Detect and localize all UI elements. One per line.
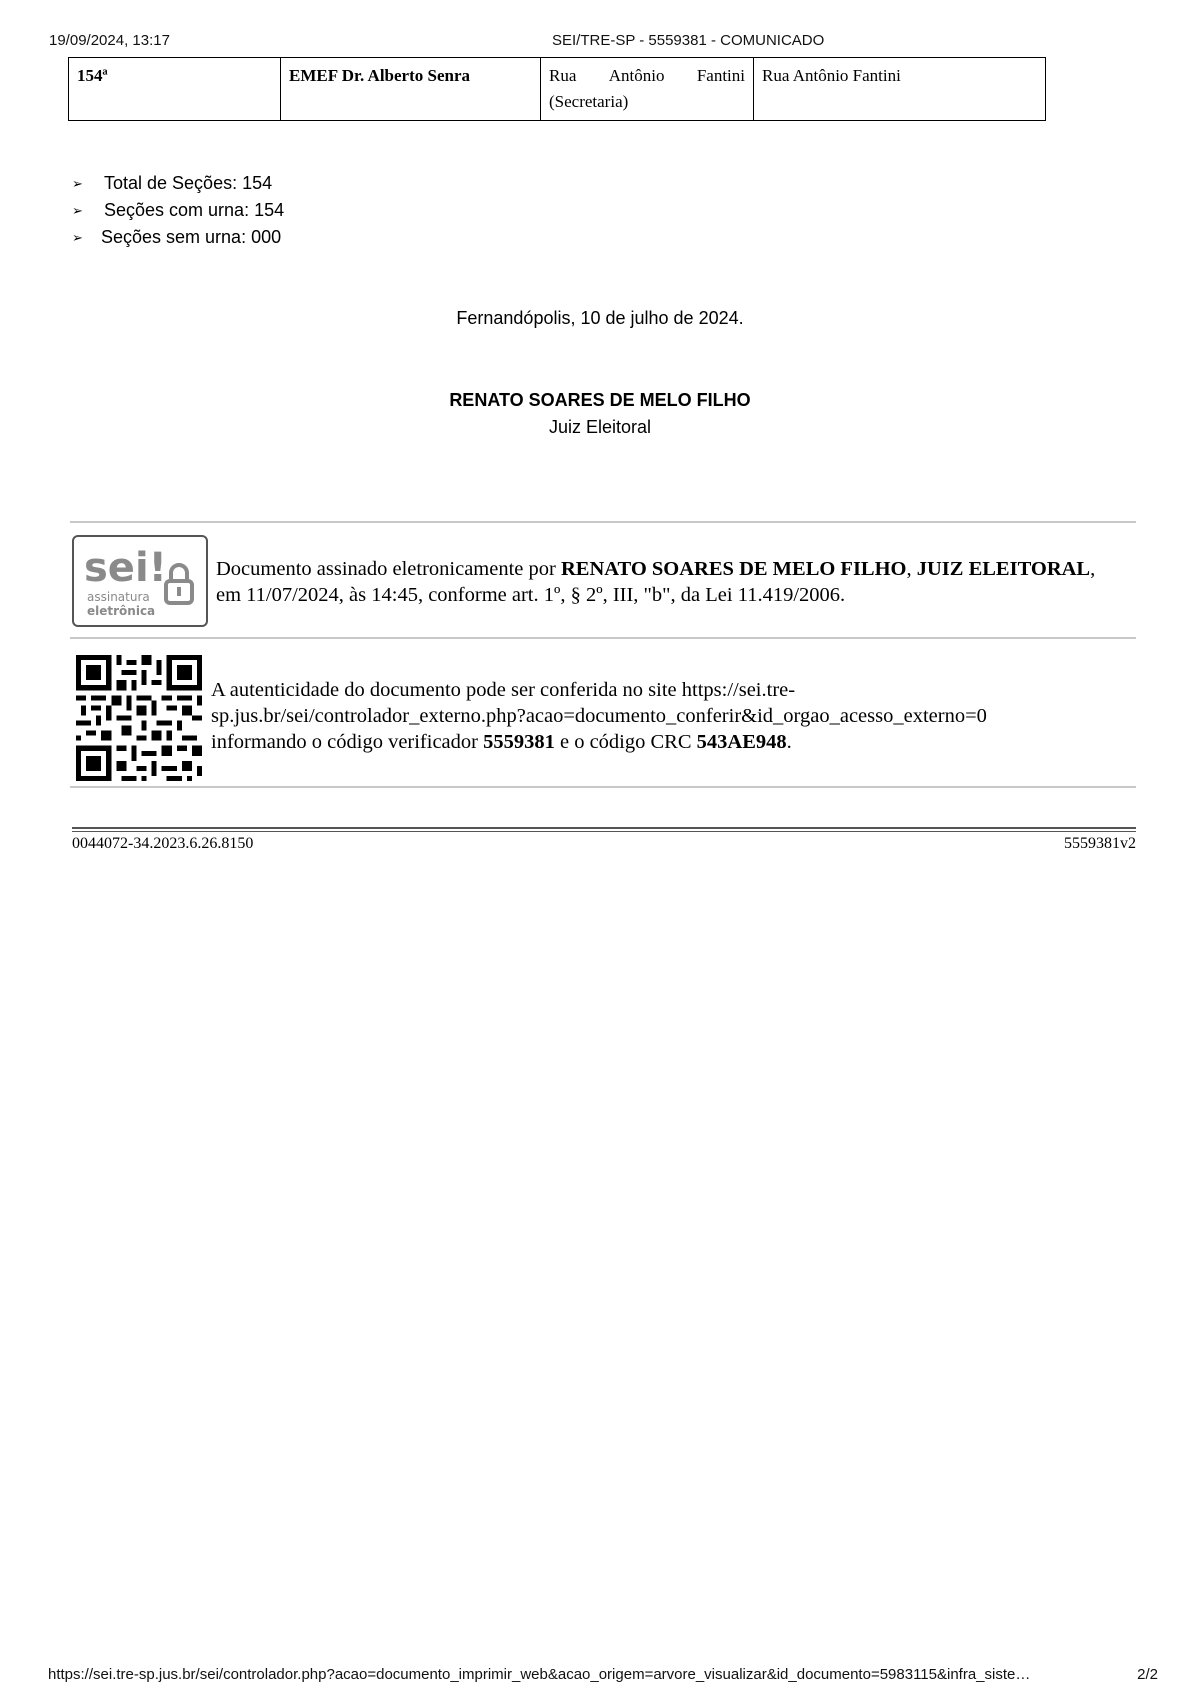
authenticity-statement xyxy=(211,677,1111,755)
print-footer-url: https://sei.tre-sp.jus.br/sei/controlador.php?acao=documento_imprimir_web&acao_origem=arvore_visualizar&id_documento=5983115&infra_siste… xyxy=(48,1666,1031,1683)
address-alt-cell: Rua Antônio Fantini xyxy=(754,58,1046,121)
arrow-bullet-icon: ➢ xyxy=(72,176,83,191)
arrow-bullet-icon: ➢ xyxy=(72,203,83,218)
list-item xyxy=(72,170,284,197)
process-number: 0044072-34.2023.6.26.8150 xyxy=(72,835,254,852)
signer-role-bold: JUIZ ELEITORAL xyxy=(916,558,1091,580)
list-item-label: Seções sem urna: 000 xyxy=(101,227,282,247)
padlock-icon xyxy=(74,537,206,625)
print-datetime: 19/09/2024, 13:17 xyxy=(49,32,170,49)
authenticity-line: sp.jus.br/sei/controlador_externo.php?acao=documento_conferir&id_orgao_acesso_externo=0 xyxy=(211,705,987,727)
school-name-cell: EMEF Dr. Alberto Senra xyxy=(281,58,541,121)
print-page-number: 2/2 xyxy=(1137,1666,1158,1683)
sei-signature-logo xyxy=(72,535,208,627)
authenticity-line: A autenticidade do documento pode ser conferida no site https://sei.tre- xyxy=(211,679,796,701)
list-item xyxy=(72,224,284,251)
divider xyxy=(70,521,1136,523)
polling-location-table xyxy=(68,57,1046,121)
signer-role: Juiz Eleitoral xyxy=(548,417,652,437)
double-divider xyxy=(72,827,1136,829)
document-version: 5559381v2 xyxy=(1064,835,1136,852)
sections-summary-list xyxy=(72,170,284,251)
section-number-cell: 154ª xyxy=(69,58,281,121)
address-word: Rua xyxy=(549,66,577,85)
verifier-code: 5559381 xyxy=(483,731,555,753)
arrow-bullet-icon: ➢ xyxy=(72,230,83,245)
address-word: Antônio xyxy=(608,66,665,85)
address-word: Fantini xyxy=(696,66,745,85)
list-item-label: Seções com urna: 154 xyxy=(104,200,285,220)
sei-logo-word: sei! xyxy=(84,545,167,591)
sei-logo-caption: assinatura xyxy=(87,590,150,604)
signer-name: RENATO SOARES DE MELO FILHO xyxy=(449,390,751,410)
place-date: Fernandópolis, 10 de julho de 2024. xyxy=(456,308,744,328)
print-doc-title: SEI/TRE-SP - 5559381 - COMUNICADO xyxy=(552,32,825,49)
list-item-label: Total de Seções: 154 xyxy=(104,173,273,193)
address-line-2: (Secretaria) xyxy=(549,92,629,111)
crc-code: 543AE948 xyxy=(696,731,787,753)
divider xyxy=(70,637,1136,639)
signature-statement: Documento assinado eletronicamente por RENATO SOARES DE MELO FILHO, JUIZ ELEITORAL, em 11/07/2024, às 14:45, conforme art. 1º, § 2º, III, "b", da Lei 11.419/2006. xyxy=(216,558,1096,606)
sei-logo-caption: eletrônica xyxy=(87,604,156,618)
address-cell xyxy=(541,58,754,121)
table-row xyxy=(69,58,1046,121)
double-divider xyxy=(72,831,1136,832)
list-item xyxy=(72,197,284,224)
divider xyxy=(70,786,1136,788)
authenticity-line: informando o código verificador 5559381 e o código CRC 543AE948. xyxy=(211,731,792,753)
signer-name-bold: RENATO SOARES DE MELO FILHO xyxy=(560,558,907,580)
qr-code-icon xyxy=(76,655,202,781)
